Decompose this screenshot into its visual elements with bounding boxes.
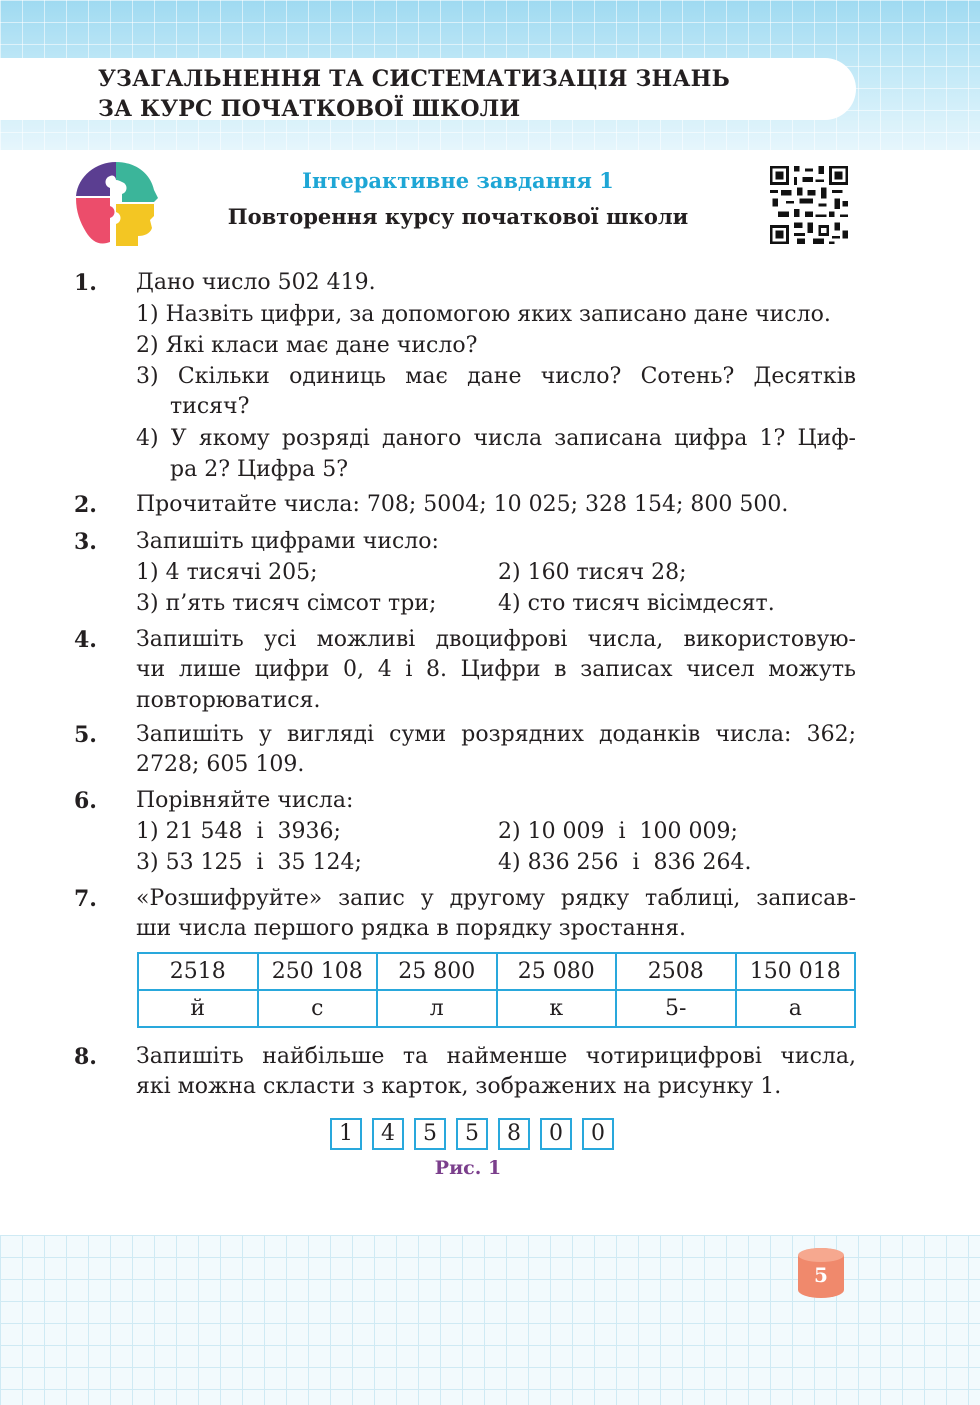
page-number-badge xyxy=(798,1248,844,1298)
exercise-number: 7. xyxy=(74,886,97,912)
chapter-title xyxy=(98,64,730,124)
exercise-4-line-1: Запишіть усі можливі двоцифрові числа, використовую- xyxy=(136,627,856,652)
exercise-4-line-2: чи лише цифри 0, 4 і 8. Цифри в записах чисел можуть xyxy=(136,657,856,682)
table-row-letters xyxy=(138,990,855,1027)
exercise-4-line-3: повторюватися. xyxy=(136,688,321,713)
exercise-3-item-4: 4) сто тисяч вісімдесят. xyxy=(498,591,775,616)
digit-card: 4 xyxy=(372,1118,404,1150)
exercise-3-item-3: 3) п’ять тисяч сімсот три; xyxy=(136,591,437,616)
exercise-3-text: Запишіть цифрами число: xyxy=(136,529,439,554)
exercise-8-line-2: які можна скласти з карток, зображених на рисунку 1. xyxy=(136,1074,782,1099)
exercise-1-question-3: 3) Скільки одиниць має дане число? Сотень? Десятків xyxy=(136,364,856,389)
digit-card: 8 xyxy=(498,1118,530,1150)
exercise-6-text: Порівняйте числа: xyxy=(136,788,354,813)
exercise-1-question-1: 1) Назвіть цифри, за допомогою яких записано дане число. xyxy=(136,302,831,327)
digit-card: 1 xyxy=(330,1118,362,1150)
digit-card: 0 xyxy=(582,1118,614,1150)
exercise-6-item-2: 2) 10 009 і 100 009; xyxy=(498,819,738,844)
table-cell: 25 080 xyxy=(497,953,617,990)
exercise-7-line-1: «Розшифруйте» запис у другому рядку таблиці, записав- xyxy=(136,886,856,911)
table-cell: й xyxy=(138,990,258,1027)
digit-card: 5 xyxy=(414,1118,446,1150)
digit-cards xyxy=(330,1118,614,1148)
figure-caption: Рис. 1 xyxy=(434,1157,502,1179)
page-badge-top xyxy=(798,1248,844,1262)
exercise-6-item-4: 4) 836 256 і 836 264. xyxy=(498,850,752,875)
table-cell: 250 108 xyxy=(258,953,378,990)
interactive-task-subtitle: Повторення курсу початкової школи xyxy=(227,204,689,229)
qr-code-icon[interactable] xyxy=(770,166,848,244)
table-cell: 2518 xyxy=(138,953,258,990)
exercise-number: 4. xyxy=(74,627,97,653)
table-cell: с xyxy=(258,990,378,1027)
exercise-2-text: Прочитайте числа: 708; 5004; 10 025; 328 154; 800 500. xyxy=(136,492,789,517)
table-cell: л xyxy=(377,990,497,1027)
table-cell: а xyxy=(736,990,856,1027)
chapter-title-line-2: ЗА КУРС ПОЧАТКОВОЇ ШКОЛИ xyxy=(98,96,521,122)
table-cell: 25 800 xyxy=(377,953,497,990)
table-row-numbers xyxy=(138,953,855,990)
cipher-table xyxy=(137,952,856,1028)
exercise-1-question-4-cont: ра 2? Цифра 5? xyxy=(170,457,349,482)
table-cell: к xyxy=(497,990,617,1027)
exercise-5-line-2: 2728; 605 109. xyxy=(136,752,305,777)
digit-card: 5 xyxy=(456,1118,488,1150)
exercise-3-item-2: 2) 160 тисяч 28; xyxy=(498,560,687,585)
table-cell: 150 018 xyxy=(736,953,856,990)
chapter-title-line-1: УЗАГАЛЬНЕННЯ ТА СИСТЕМАТИЗАЦІЯ ЗНАНЬ xyxy=(98,66,730,92)
exercise-1-text: Дано число 502 419. xyxy=(136,270,376,295)
exercise-6-item-3: 3) 53 125 і 35 124; xyxy=(136,850,362,875)
table-cell: 2508 xyxy=(616,953,736,990)
exercise-number: 2. xyxy=(74,492,97,518)
exercise-1-question-2: 2) Які класи має дане число? xyxy=(136,333,478,358)
exercise-3-item-1: 1) 4 тисячі 205; xyxy=(136,560,318,585)
exercise-1-question-3-cont: тисяч? xyxy=(170,394,250,419)
exercise-number: 8. xyxy=(74,1044,97,1070)
exercise-number: 6. xyxy=(74,788,97,814)
exercise-5-line-1: Запишіть у вигляді суми розрядних доданків числа: 362; xyxy=(136,722,856,747)
exercise-8-line-1: Запишіть найбільше та найменше чотирицифрові числа, xyxy=(136,1044,856,1069)
digit-card: 0 xyxy=(540,1118,572,1150)
exercise-number: 5. xyxy=(74,722,97,748)
page-number: 5 xyxy=(814,1263,828,1287)
exercise-number: 1. xyxy=(74,270,97,296)
exercise-1-question-4: 4) У якому розряді даного числа записана цифра 1? Циф- xyxy=(136,426,856,451)
exercise-number: 3. xyxy=(74,529,97,555)
interactive-task-title: Інтерактивне завдання 1 xyxy=(302,168,614,193)
exercise-7-line-2: ши числа першого рядка в порядку зростання. xyxy=(136,916,686,941)
table-cell: 5- xyxy=(616,990,736,1027)
exercise-6-item-1: 1) 21 548 і 3936; xyxy=(136,819,341,844)
chapter-header xyxy=(0,58,856,120)
